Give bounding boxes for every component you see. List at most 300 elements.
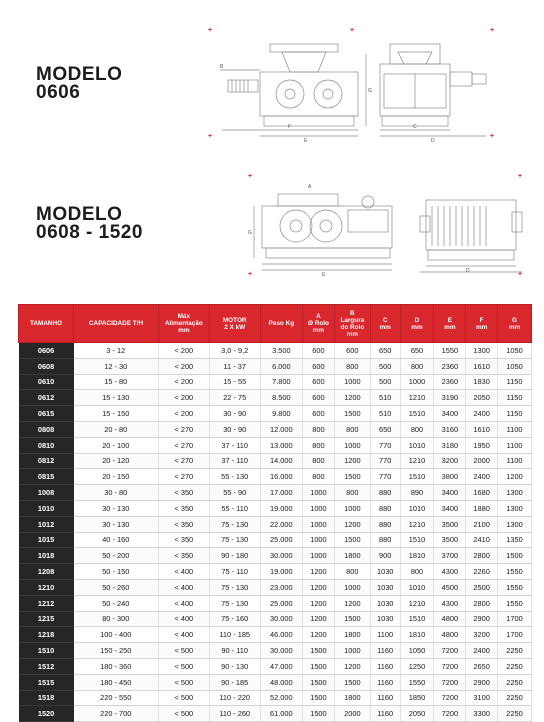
- table-cell: 1100: [498, 437, 532, 453]
- size-cell: 0812: [19, 453, 74, 469]
- table-cell: 3.500: [260, 343, 302, 359]
- table-cell: < 200: [158, 374, 209, 390]
- table-cell: 650: [370, 343, 400, 359]
- table-cell: 2050: [400, 706, 434, 722]
- table-cell: 1210: [400, 390, 434, 406]
- size-cell: 0615: [19, 406, 74, 422]
- table-cell: 1000: [334, 500, 370, 516]
- table-cell: 510: [370, 406, 400, 422]
- table-cell: 1050: [498, 343, 532, 359]
- table-cell: 48.000: [260, 674, 302, 690]
- size-cell: 1210: [19, 579, 74, 595]
- table-row: [19, 500, 532, 516]
- table-cell: 1000: [334, 437, 370, 453]
- table-cell: 20 - 150: [74, 469, 159, 485]
- table-cell: 1510: [400, 406, 434, 422]
- table-row: [19, 406, 532, 422]
- table-cell: 1210: [400, 516, 434, 532]
- table-cell: 1550: [400, 674, 434, 690]
- table-cell: 800: [303, 453, 335, 469]
- table-cell: 770: [370, 453, 400, 469]
- svg-text:+: +: [518, 173, 523, 180]
- column-header-line: mm: [178, 327, 190, 334]
- table-cell: 1200: [303, 579, 335, 595]
- specification-table-wrapper: [18, 304, 532, 722]
- table-cell: 75 - 130: [209, 595, 260, 611]
- table-cell: 1800: [334, 548, 370, 564]
- table-cell: 3800: [434, 469, 466, 485]
- table-cell: 110 - 185: [209, 627, 260, 643]
- table-cell: 800: [334, 485, 370, 501]
- table-cell: < 270: [158, 437, 209, 453]
- table-cell: 61.000: [260, 706, 302, 722]
- table-cell: 1030: [370, 611, 400, 627]
- table-row: [19, 469, 532, 485]
- size-cell: 0612: [19, 390, 74, 406]
- table-cell: 1300: [498, 516, 532, 532]
- table-cell: 4300: [434, 595, 466, 611]
- column-header-line: Peso Kg: [268, 320, 295, 327]
- column-header: [334, 305, 370, 343]
- size-cell: 1008: [19, 485, 74, 501]
- column-header-line: B: [350, 309, 355, 317]
- table-cell: 2400: [466, 469, 498, 485]
- table-cell: 2250: [498, 658, 532, 674]
- table-cell: 55 - 130: [209, 469, 260, 485]
- table-row: [19, 532, 532, 548]
- size-cell: 0808: [19, 421, 74, 437]
- table-cell: 1010: [400, 500, 434, 516]
- dimension-label-d: D: [466, 268, 470, 274]
- table-cell: 30.000: [260, 611, 302, 627]
- table-cell: 1510: [400, 469, 434, 485]
- column-header-line: Largura: [340, 316, 365, 324]
- table-cell: 2400: [466, 406, 498, 422]
- table-cell: 1550: [498, 579, 532, 595]
- table-cell: 12 - 30: [74, 358, 159, 374]
- table-cell: 880: [370, 516, 400, 532]
- table-cell: < 270: [158, 453, 209, 469]
- svg-text:+: +: [208, 133, 213, 140]
- table-cell: < 400: [158, 564, 209, 580]
- svg-text:+: +: [350, 27, 355, 34]
- table-cell: 1000: [400, 374, 434, 390]
- table-header-row: [19, 305, 532, 343]
- svg-text:+: +: [490, 133, 495, 140]
- table-cell: 3190: [434, 390, 466, 406]
- column-header-line: C: [382, 316, 388, 324]
- table-cell: 1500: [498, 548, 532, 564]
- table-row: [19, 343, 532, 359]
- table-cell: 1160: [370, 690, 400, 706]
- table-cell: < 350: [158, 532, 209, 548]
- column-header-line: mm: [508, 323, 521, 331]
- table-cell: 1200: [303, 564, 335, 580]
- table-cell: 1000: [303, 516, 335, 532]
- table-cell: 1810: [400, 548, 434, 564]
- table-cell: 1200: [303, 627, 335, 643]
- table-cell: 1200: [303, 611, 335, 627]
- model-title-0608-1520: [36, 206, 143, 242]
- table-row: [19, 674, 532, 690]
- table-cell: 2400: [466, 643, 498, 659]
- table-cell: 75 - 160: [209, 611, 260, 627]
- table-cell: 30 - 90: [209, 406, 260, 422]
- table-row: [19, 595, 532, 611]
- table-cell: 880: [370, 500, 400, 516]
- column-header: [434, 305, 466, 343]
- dimension-label-a: A: [308, 184, 312, 190]
- column-header-line: TAMANHO: [29, 320, 63, 327]
- column-header-line: Alimentação: [164, 320, 203, 327]
- table-cell: 800: [334, 421, 370, 437]
- table-cell: 1950: [466, 437, 498, 453]
- size-cell: 0610: [19, 374, 74, 390]
- table-cell: 3400: [434, 485, 466, 501]
- table-cell: 1000: [334, 643, 370, 659]
- table-cell: 1200: [498, 469, 532, 485]
- table-cell: 30.000: [260, 548, 302, 564]
- table-cell: 1210: [400, 453, 434, 469]
- table-header: [19, 305, 532, 343]
- table-cell: 600: [334, 343, 370, 359]
- table-cell: < 400: [158, 595, 209, 611]
- table-cell: 1030: [370, 595, 400, 611]
- table-cell: 1610: [466, 358, 498, 374]
- table-cell: 510: [370, 390, 400, 406]
- table-cell: 3,0 - 9,2: [209, 343, 260, 359]
- table-cell: 4800: [434, 611, 466, 627]
- table-cell: 1200: [303, 595, 335, 611]
- table-cell: 2800: [466, 595, 498, 611]
- table-cell: 1050: [498, 358, 532, 374]
- size-cell: 1520: [19, 706, 74, 722]
- dimension-label-g: G: [248, 230, 252, 236]
- table-cell: 7.800: [260, 374, 302, 390]
- svg-text:+: +: [248, 271, 253, 276]
- table-cell: 2000: [466, 453, 498, 469]
- table-cell: 1200: [334, 516, 370, 532]
- dimension-label-b: B: [220, 64, 224, 70]
- table-cell: 1510: [400, 532, 434, 548]
- table-cell: 1200: [334, 658, 370, 674]
- table-cell: 1010: [400, 579, 434, 595]
- table-cell: 3100: [466, 690, 498, 706]
- table-cell: 19.000: [260, 500, 302, 516]
- table-cell: 1500: [334, 611, 370, 627]
- table-cell: 50 - 240: [74, 595, 159, 611]
- table-cell: 1800: [334, 690, 370, 706]
- table-cell: 1200: [334, 453, 370, 469]
- size-cell: 1515: [19, 674, 74, 690]
- table-cell: 20 - 80: [74, 421, 159, 437]
- table-cell: 12.000: [260, 421, 302, 437]
- column-header-line: D: [414, 316, 420, 324]
- table-cell: 2360: [434, 374, 466, 390]
- table-cell: < 500: [158, 658, 209, 674]
- table-row: [19, 421, 532, 437]
- table-cell: < 200: [158, 358, 209, 374]
- table-cell: 770: [370, 469, 400, 485]
- table-row: [19, 453, 532, 469]
- table-cell: 30 - 80: [74, 485, 159, 501]
- table-row: [19, 643, 532, 659]
- table-cell: 75 - 130: [209, 532, 260, 548]
- table-cell: 1550: [434, 343, 466, 359]
- technical-drawing-0608-1520: [248, 172, 526, 276]
- column-header-line: F: [479, 316, 484, 324]
- table-row: [19, 564, 532, 580]
- svg-text:+: +: [518, 271, 523, 276]
- table-cell: 7200: [434, 658, 466, 674]
- svg-text:+: +: [490, 27, 495, 34]
- table-cell: 1880: [466, 500, 498, 516]
- table-cell: 75 - 110: [209, 564, 260, 580]
- table-cell: 22.000: [260, 516, 302, 532]
- table-cell: 15 - 150: [74, 406, 159, 422]
- size-cell: 1018: [19, 548, 74, 564]
- table-cell: < 270: [158, 469, 209, 485]
- table-cell: 90 - 180: [209, 548, 260, 564]
- table-cell: < 500: [158, 643, 209, 659]
- table-cell: 7200: [434, 674, 466, 690]
- table-cell: 1500: [303, 674, 335, 690]
- table-cell: 19.000: [260, 564, 302, 580]
- size-cell: 1218: [19, 627, 74, 643]
- table-cell: 1500: [303, 706, 335, 722]
- table-cell: 4500: [434, 579, 466, 595]
- table-cell: 1010: [400, 437, 434, 453]
- model-title-line2: 0606: [36, 82, 81, 103]
- table-cell: 1350: [498, 532, 532, 548]
- table-cell: 2100: [466, 516, 498, 532]
- table-row: [19, 437, 532, 453]
- table-cell: 800: [303, 469, 335, 485]
- table-cell: 1160: [370, 643, 400, 659]
- model-title-0606: [36, 66, 122, 102]
- table-cell: 1810: [400, 627, 434, 643]
- column-header: [260, 305, 302, 343]
- table-cell: 3300: [466, 706, 498, 722]
- technical-drawing-0606: [208, 24, 498, 142]
- svg-text:+: +: [248, 173, 253, 180]
- table-cell: 3500: [434, 516, 466, 532]
- size-cell: 1512: [19, 658, 74, 674]
- table-row: [19, 358, 532, 374]
- table-cell: < 350: [158, 485, 209, 501]
- table-cell: 100 - 400: [74, 627, 159, 643]
- table-cell: < 350: [158, 516, 209, 532]
- table-cell: < 270: [158, 421, 209, 437]
- table-cell: 110 - 260: [209, 706, 260, 722]
- table-cell: 4800: [434, 627, 466, 643]
- table-cell: 20 - 120: [74, 453, 159, 469]
- table-cell: 1300: [498, 485, 532, 501]
- table-cell: 75 - 130: [209, 579, 260, 595]
- column-header-line: mm: [379, 323, 391, 331]
- table-cell: 1160: [370, 706, 400, 722]
- table-cell: 800: [334, 564, 370, 580]
- dimension-label-e: E: [304, 138, 308, 142]
- table-cell: 37 - 110: [209, 437, 260, 453]
- table-cell: 22 - 75: [209, 390, 260, 406]
- column-header: [498, 305, 532, 343]
- table-cell: 1000: [303, 485, 335, 501]
- table-cell: 25.000: [260, 532, 302, 548]
- table-cell: 1250: [400, 658, 434, 674]
- column-header-line: A: [316, 313, 321, 320]
- table-row: [19, 690, 532, 706]
- table-cell: 800: [400, 358, 434, 374]
- table-cell: 500: [370, 374, 400, 390]
- table-cell: 880: [370, 485, 400, 501]
- table-cell: < 400: [158, 627, 209, 643]
- table-cell: 1850: [400, 690, 434, 706]
- table-cell: 2360: [434, 358, 466, 374]
- table-cell: 3160: [434, 421, 466, 437]
- table-cell: 600: [303, 374, 335, 390]
- column-header: [466, 305, 498, 343]
- size-cell: 1215: [19, 611, 74, 627]
- table-cell: 650: [400, 343, 434, 359]
- table-cell: 880: [370, 532, 400, 548]
- size-cell: 1010: [19, 500, 74, 516]
- table-cell: 800: [400, 421, 434, 437]
- column-header-line: CAPACIDADE T/H: [88, 320, 144, 327]
- table-row: [19, 548, 532, 564]
- table-cell: 1800: [334, 627, 370, 643]
- column-header-line: G: [512, 316, 517, 324]
- column-header-line: mm: [475, 323, 488, 331]
- dimension-label-d: D: [431, 138, 435, 142]
- table-cell: 1100: [370, 627, 400, 643]
- table-cell: 2500: [466, 579, 498, 595]
- table-cell: 2250: [498, 690, 532, 706]
- column-header-line: mm: [411, 323, 423, 331]
- table-cell: 15 - 80: [74, 374, 159, 390]
- specification-table: [18, 304, 532, 722]
- table-cell: < 350: [158, 500, 209, 516]
- table-cell: < 500: [158, 690, 209, 706]
- table-cell: 2050: [466, 390, 498, 406]
- table-cell: 3200: [466, 627, 498, 643]
- table-cell: 1500: [334, 469, 370, 485]
- table-cell: 90 - 110: [209, 643, 260, 659]
- table-cell: 1210: [400, 595, 434, 611]
- table-cell: 220 - 700: [74, 706, 159, 722]
- table-cell: 1550: [498, 564, 532, 580]
- table-cell: 7200: [434, 690, 466, 706]
- table-cell: 2650: [466, 658, 498, 674]
- size-cell: 1212: [19, 595, 74, 611]
- table-cell: 55 - 90: [209, 485, 260, 501]
- table-cell: 15 - 130: [74, 390, 159, 406]
- table-cell: 25.000: [260, 595, 302, 611]
- table-row: [19, 579, 532, 595]
- table-cell: 7200: [434, 706, 466, 722]
- table-cell: 1500: [303, 690, 335, 706]
- table-cell: 1500: [334, 674, 370, 690]
- table-cell: 8.500: [260, 390, 302, 406]
- table-cell: 1830: [466, 374, 498, 390]
- table-cell: < 500: [158, 706, 209, 722]
- table-cell: 1050: [400, 643, 434, 659]
- size-cell: 1208: [19, 564, 74, 580]
- table-cell: 1030: [370, 564, 400, 580]
- table-cell: 2250: [498, 643, 532, 659]
- table-cell: 2250: [498, 674, 532, 690]
- table-cell: 1550: [498, 595, 532, 611]
- svg-text:+: +: [208, 27, 213, 34]
- column-header-line: 2 X kW: [224, 323, 246, 331]
- table-cell: 2260: [466, 564, 498, 580]
- table-body: [19, 343, 532, 722]
- table-cell: 1500: [334, 532, 370, 548]
- column-header-line: Máx: [177, 313, 191, 320]
- table-cell: 90 - 130: [209, 658, 260, 674]
- column-header-line: MOTOR: [222, 316, 247, 324]
- size-cell: 1510: [19, 643, 74, 659]
- size-cell: 0815: [19, 469, 74, 485]
- table-cell: < 350: [158, 548, 209, 564]
- table-cell: 2410: [466, 532, 498, 548]
- dimension-label-c: C: [413, 124, 417, 130]
- dimension-label-e: E: [322, 272, 326, 276]
- table-row: [19, 706, 532, 722]
- table-row: [19, 374, 532, 390]
- table-cell: 900: [370, 548, 400, 564]
- table-cell: 1200: [334, 390, 370, 406]
- table-cell: 220 - 550: [74, 690, 159, 706]
- table-cell: 1000: [334, 579, 370, 595]
- table-cell: 1300: [466, 343, 498, 359]
- table-cell: 770: [370, 437, 400, 453]
- column-header: [19, 305, 74, 343]
- table-cell: 7200: [434, 643, 466, 659]
- table-cell: 150 - 250: [74, 643, 159, 659]
- table-cell: 1700: [498, 611, 532, 627]
- table-cell: 2800: [466, 548, 498, 564]
- table-cell: 1500: [303, 643, 335, 659]
- table-cell: 800: [303, 421, 335, 437]
- table-cell: 890: [400, 485, 434, 501]
- table-cell: 110 - 220: [209, 690, 260, 706]
- column-header-line: Ø Rolo: [307, 320, 329, 327]
- table-cell: 14.000: [260, 453, 302, 469]
- table-cell: 2250: [498, 706, 532, 722]
- table-cell: 75 - 130: [209, 516, 260, 532]
- model-title-line2: 0608 - 1520: [36, 222, 143, 243]
- table-cell: 3400: [434, 406, 466, 422]
- table-cell: 600: [303, 390, 335, 406]
- table-cell: 50 - 260: [74, 579, 159, 595]
- table-cell: 17.000: [260, 485, 302, 501]
- table-cell: 3700: [434, 548, 466, 564]
- table-cell: 11 - 37: [209, 358, 260, 374]
- table-cell: 1700: [498, 627, 532, 643]
- model-title-line1: MODELO: [36, 204, 123, 225]
- table-cell: 800: [400, 564, 434, 580]
- table-cell: 1100: [498, 453, 532, 469]
- column-header-line: mm: [444, 323, 456, 331]
- table-cell: 1200: [334, 595, 370, 611]
- table-cell: 46.000: [260, 627, 302, 643]
- column-header-line: do Rolo: [340, 323, 365, 331]
- table-cell: < 200: [158, 390, 209, 406]
- table-cell: 30 - 130: [74, 500, 159, 516]
- table-cell: < 400: [158, 579, 209, 595]
- table-cell: 1030: [370, 579, 400, 595]
